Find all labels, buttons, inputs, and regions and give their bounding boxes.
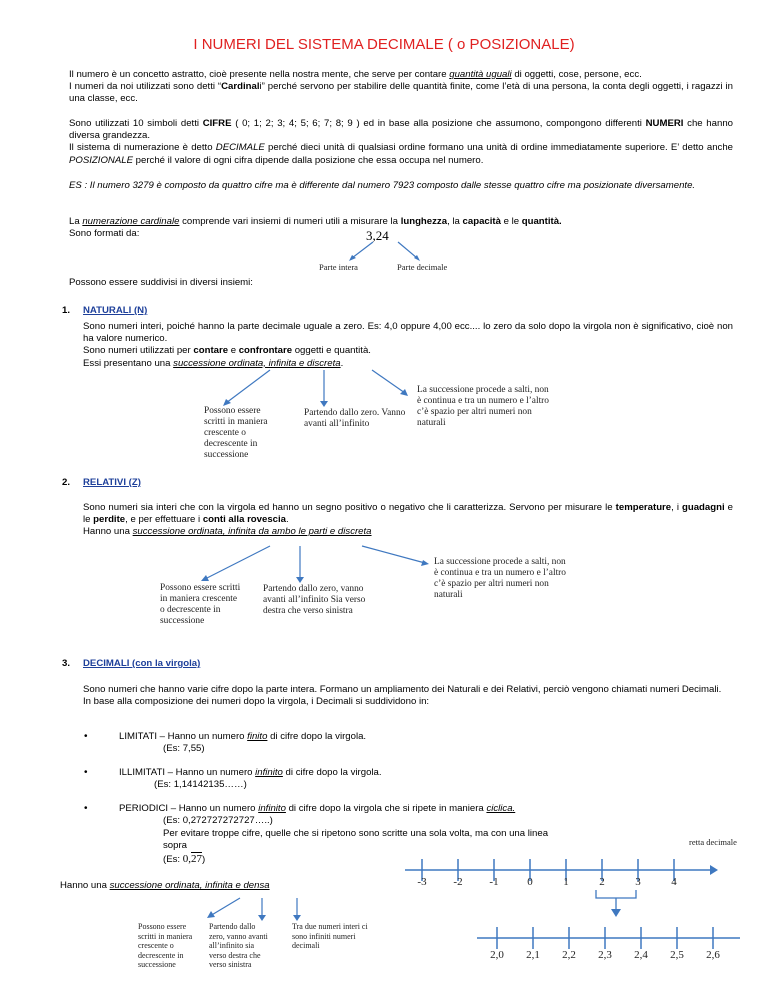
tick-label: -2: [453, 876, 463, 888]
decimali-arrows: [150, 868, 410, 924]
suddivisi-text: Possono essere suddivisi in diversi insiemi:: [69, 277, 253, 288]
naturali-text: Essi presentano una: [83, 357, 174, 369]
arrowhead: [293, 915, 301, 921]
decimali-box-infinite: Partendo dallo zero, vanno avanti all’infinito sia verso destra che verso sinistra: [209, 922, 271, 970]
numerazione-text: Sono formati da:: [69, 228, 140, 240]
bullet-periodici: [119, 803, 559, 827]
numerazione-bold: quantità.: [521, 216, 562, 227]
intro-text: Il numero è un concetto astratto, cioè presente nella nostra mente, che serve per contare: [69, 69, 450, 80]
cifre-text: che hanno diversa grandezza.: [69, 118, 733, 142]
tick-label: 2,3: [598, 949, 612, 961]
naturali-text: .: [340, 357, 344, 369]
illimitati-text: ILLIMITATI – Hanno un numero: [119, 767, 256, 778]
tick-label: 2,2: [562, 949, 576, 961]
relativi-box-discrete: La successione procede a salti, non è continua e tra un numero e l’altro c’è spazio per altri numeri non naturali: [434, 557, 569, 593]
naturali-underline: successione ordinata, infinita e discreta: [173, 357, 341, 369]
section-heading-relativi: RELATIVI (Z): [83, 477, 141, 488]
relativi-text: , e per effettuare i: [125, 514, 203, 526]
periodici-text: ): [201, 854, 206, 865]
periodici-underline: ciclica.: [486, 803, 516, 814]
diagram-number: 3,24: [366, 228, 389, 243]
arrow-intera: [352, 242, 373, 258]
section-number: 1.: [62, 305, 71, 316]
numerazione-underline: numerazione cardinale: [82, 216, 180, 227]
bullet: •: [84, 767, 88, 778]
naturali-box-order: Possono essere scritti in maniera crescente o decrescente in successione: [204, 406, 284, 456]
relativi-text: , i: [671, 502, 682, 513]
decimali-box-dense: Tra due numeri interi ci sono infiniti numeri decimali: [292, 922, 370, 952]
tick-label: 0: [527, 876, 533, 888]
tick-label: 2,6: [706, 949, 720, 961]
decimali-text: In base alla composizione dei numeri dopo la virgola, i Decimali si suddividono in:: [83, 696, 430, 708]
axis-arrowhead: [710, 865, 718, 875]
arrow: [362, 546, 425, 563]
periodici-example: (Es: 0,272727272727…..): [163, 815, 273, 827]
arrow: [210, 898, 240, 916]
naturali-text: Sono numeri utilizzati per: [83, 345, 194, 357]
arrowhead: [296, 577, 304, 583]
cifre-text: Sono utilizzati 10 simboli detti: [69, 118, 203, 129]
relativi-bold: temperature: [615, 502, 672, 513]
bullet-illimitati: [119, 767, 382, 791]
relativi-box-order: Possono essere scritti in maniera crescente o decrescente in successione: [160, 583, 242, 635]
relativi-box-infinite: Partendo dallo zero, vanno avanti all’infinito Sia verso destra che verso sinistra: [263, 584, 378, 624]
cifre-italic: DECIMALE: [215, 142, 265, 154]
arrowhead: [320, 401, 328, 407]
numerazione-text: e le: [500, 216, 522, 227]
relativi-text: .: [286, 514, 289, 526]
bullet: •: [84, 731, 88, 742]
numerazione-bold: capacità: [462, 216, 501, 227]
cifre-text: perché dieci unità di qualsiasi ordine formano una unità di ordine immediatamente superiore. E’ detto anche: [264, 142, 733, 154]
retta-label: retta decimale: [689, 837, 737, 847]
intro-underline: quantità uguali: [449, 69, 512, 80]
arrow-decimale: [398, 242, 417, 258]
number-line: [400, 850, 720, 930]
bullet-limitati: [119, 731, 366, 755]
decimali-box-order: Possono essere scritti in maniera crescente o decrescente in successione: [138, 922, 196, 970]
tick-label: 4: [671, 876, 677, 888]
cifre-paragraph: [69, 118, 733, 167]
relativi-bold: perdite: [93, 514, 126, 526]
naturali-box-discrete: La successione procede a salti, non è continua e tra un numero e l’altro c’è spazio per altri numeri non naturali: [417, 385, 552, 425]
arrow: [372, 370, 405, 393]
intro-text: I numeri da noi utilizzati sono detti “: [69, 81, 222, 93]
tick-label: 2,0: [490, 949, 504, 961]
arrow: [205, 546, 270, 579]
section-heading-decimali: DECIMALI (con la virgola): [83, 658, 201, 669]
decimali-underline: successione ordinata, infinita e densa: [109, 880, 270, 891]
section-number: 2.: [62, 477, 71, 488]
limitati-text: di cifre dopo la virgola.: [267, 731, 367, 742]
diagram-intera: Parte intera: [319, 262, 358, 272]
limitati-example: (Es: 7,55): [163, 743, 205, 755]
decimali-paragraph: [83, 684, 733, 708]
example-paragraph: ES : Il numero 3279 è composto da quattro cifre ma è differente dal numero 7923 composto dalle stesse quattro cifre ma posizionate diversamente.: [69, 180, 696, 191]
cifre-text: ( 0; 1; 2; 3; 4; 5; 6; 7; 8; 9 ) ed in base alla posizione che assumono, compongono differenti: [231, 118, 646, 129]
naturali-bold: confrontare: [238, 345, 293, 357]
illimitati-underline: infinito: [255, 767, 283, 778]
periodici-underline: infinito: [258, 803, 286, 814]
tick-label: 3: [635, 876, 641, 888]
cifre-bold: NUMERI: [645, 118, 684, 129]
periodici-example-bar: [163, 853, 205, 866]
diagram-decimale: Parte decimale: [397, 262, 448, 272]
numerazione-text: La: [69, 216, 83, 227]
numerazione-text: comprende vari insiemi di numeri utili a misurare la: [179, 216, 401, 227]
arrowhead: [207, 911, 215, 918]
illimitati-example: (Es: 1,14142135……): [154, 779, 247, 791]
arrow: [226, 370, 270, 403]
section-number: 3.: [62, 658, 71, 669]
periodici-note: Per evitare troppe cifre, quelle che si ripetono sono scritte una sola volta, ma con una linea sopra: [163, 828, 549, 852]
zoom-bracket: [596, 890, 636, 898]
periodici-text: PERIODICI – Hanno un numero: [119, 803, 259, 814]
naturali-paragraph: [83, 321, 733, 370]
relativi-bold: guadagni: [681, 502, 725, 513]
periodic-int: 0,: [182, 853, 191, 865]
naturali-text: e: [228, 345, 239, 357]
limitati-underline: finito: [247, 731, 268, 742]
intro-text: i” perché servono per stabilire delle quantità finite, come l’età di una persona, la conta degli oggetti, i ragazzi in una classe, ecc.: [69, 81, 733, 105]
periodici-text: di cifre dopo la virgola che si ripete in maniera: [285, 803, 487, 814]
tick-label: 1: [563, 876, 569, 888]
numerazione-bold: lunghezza: [400, 216, 448, 227]
relativi-underline: successione ordinata, infinita da ambo le parti e discreta: [132, 526, 372, 538]
zoom-arrowhead: [611, 909, 621, 917]
arrowhead: [421, 560, 429, 566]
limitati-text: LIMITATI – Hanno un numero: [119, 731, 248, 742]
relativi-bold: conti alla rovescia: [202, 514, 287, 526]
bullet: •: [84, 803, 88, 814]
cifre-text: perché il valore di ogni cifra dipende dalla posizione che essa occupa nel numero.: [132, 154, 484, 166]
naturali-text: Sono numeri interi, poiché hanno la parte decimale uguale a zero. Es: 4,0 oppure 4,00 ecc.... lo zero da solo dopo la virgola non è significativo, cioè non ha valore numerico.: [83, 321, 733, 345]
periodici-text: (Es:: [163, 854, 183, 865]
relativi-text: e le: [83, 502, 733, 526]
section-heading-naturali: NATURALI (N): [83, 305, 148, 316]
relativi-text: Sono numeri sia interi che con la virgola ed hanno un segno positivo o negativo che li caratterizza. Servono per misurare le: [83, 502, 616, 513]
decimali-text: Sono numeri che hanno varie cifre dopo la parte intera. Formano un ampliamento dei Naturali e dei Relativi, perciò vengono chiamati numeri Decimali.: [83, 684, 722, 695]
tick-label: -3: [417, 876, 427, 888]
intro-paragraph: [69, 69, 733, 106]
cifre-bold: CIFRE: [202, 118, 232, 129]
naturali-box-infinite: Partendo dallo zero. Vanno avanti all’infinito: [304, 408, 408, 434]
tick-label: -1: [489, 876, 499, 888]
arrowhead: [258, 915, 266, 921]
periodic-digits: 27: [190, 853, 202, 865]
relativi-paragraph: [83, 502, 733, 539]
cifre-italic: POSIZIONALE: [69, 154, 133, 166]
naturali-text: oggetti e quantità.: [292, 345, 371, 357]
page-title: I NUMERI DEL SISTEMA DECIMALE ( o POSIZIONALE): [193, 36, 575, 53]
intro-text: di oggetti, cose, persone, ecc.: [511, 69, 642, 80]
relativi-text: Hanno una: [83, 526, 133, 538]
tick-label: 2,4: [634, 949, 648, 961]
naturali-bold: contare: [193, 345, 229, 357]
cifre-text: Il sistema di numerazione è detto: [69, 142, 216, 154]
tick-label: 2,5: [670, 949, 684, 961]
decimali-text: Hanno una: [60, 880, 110, 891]
tick-label: 2,1: [526, 949, 540, 961]
illimitati-text: di cifre dopo la virgola.: [282, 767, 382, 778]
intro-bold: Cardinal: [221, 81, 260, 93]
tick-label: 2: [599, 876, 605, 888]
numerazione-text: , la: [447, 216, 463, 227]
